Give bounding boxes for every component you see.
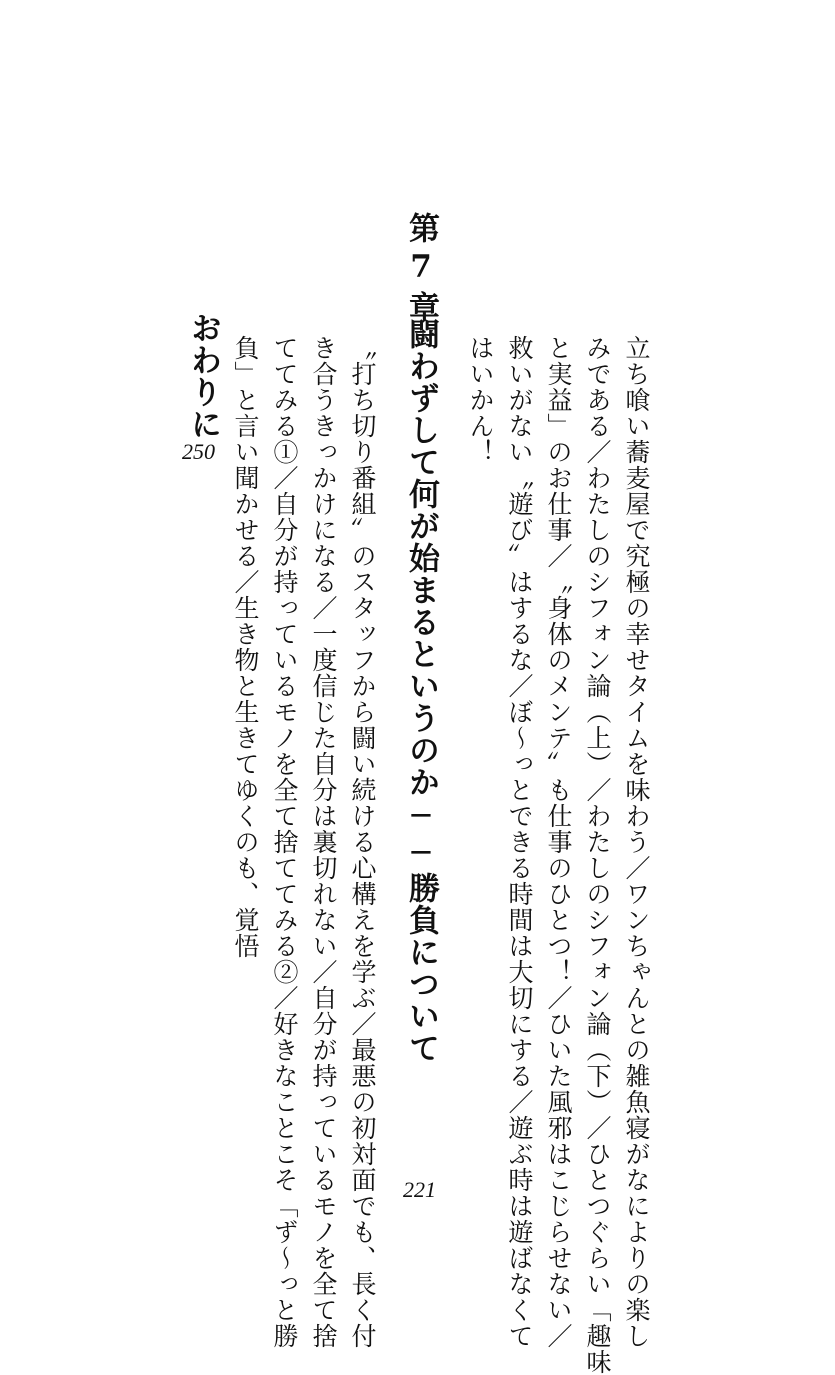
toc-entry-line: 立ち喰い蕎麦屋で究極の幸せタイムを味わう／ワンちゃんとの雑魚寝がなによりの楽し (622, 335, 651, 1349)
chapter-label: 第7章 (403, 212, 439, 328)
toc-entry-line: 〝打ち切り番組〟のスタッフから闘い続ける心構えを学ぶ／最悪の初対面でも、長く付 (348, 335, 377, 1349)
page-number: 221 (403, 1177, 436, 1202)
chapter-title: 闘わずして何が始まるというのか──勝負について (403, 318, 439, 1064)
page-number: 250 (182, 439, 215, 464)
toc-entry-line: みである／わたしのシフォン論（上）／わたしのシフォン論（下）／ひとつぐらい「趣味 (583, 335, 612, 1375)
toc-entry-line: ててみる①／自分が持っているモノを全て捨ててみる②／好きなことこそ「ず～っと勝 (270, 335, 299, 1349)
afterword-title: おわりに (185, 312, 221, 440)
toc-entry-line: と実益」のお仕事／〝身体のメンテ〟も仕事のひとつ！／ひいた風邪はこじらせない／ (544, 335, 573, 1349)
toc-entry-line: き合うきっかけになる／一度信じた自分は裏切れない／自分が持っているモノを全て捨 (309, 335, 338, 1349)
toc-entry-line: はいかん！ (466, 335, 495, 465)
toc-entry-line: 救いがない〝遊び〟はするな／ぼ～っとできる時間は大切にする／遊ぶ時は遊ばなくて (505, 335, 534, 1349)
toc-entry-line: 負」と言い聞かせる／生き物と生きてゆくのも、覚悟 (231, 335, 260, 959)
